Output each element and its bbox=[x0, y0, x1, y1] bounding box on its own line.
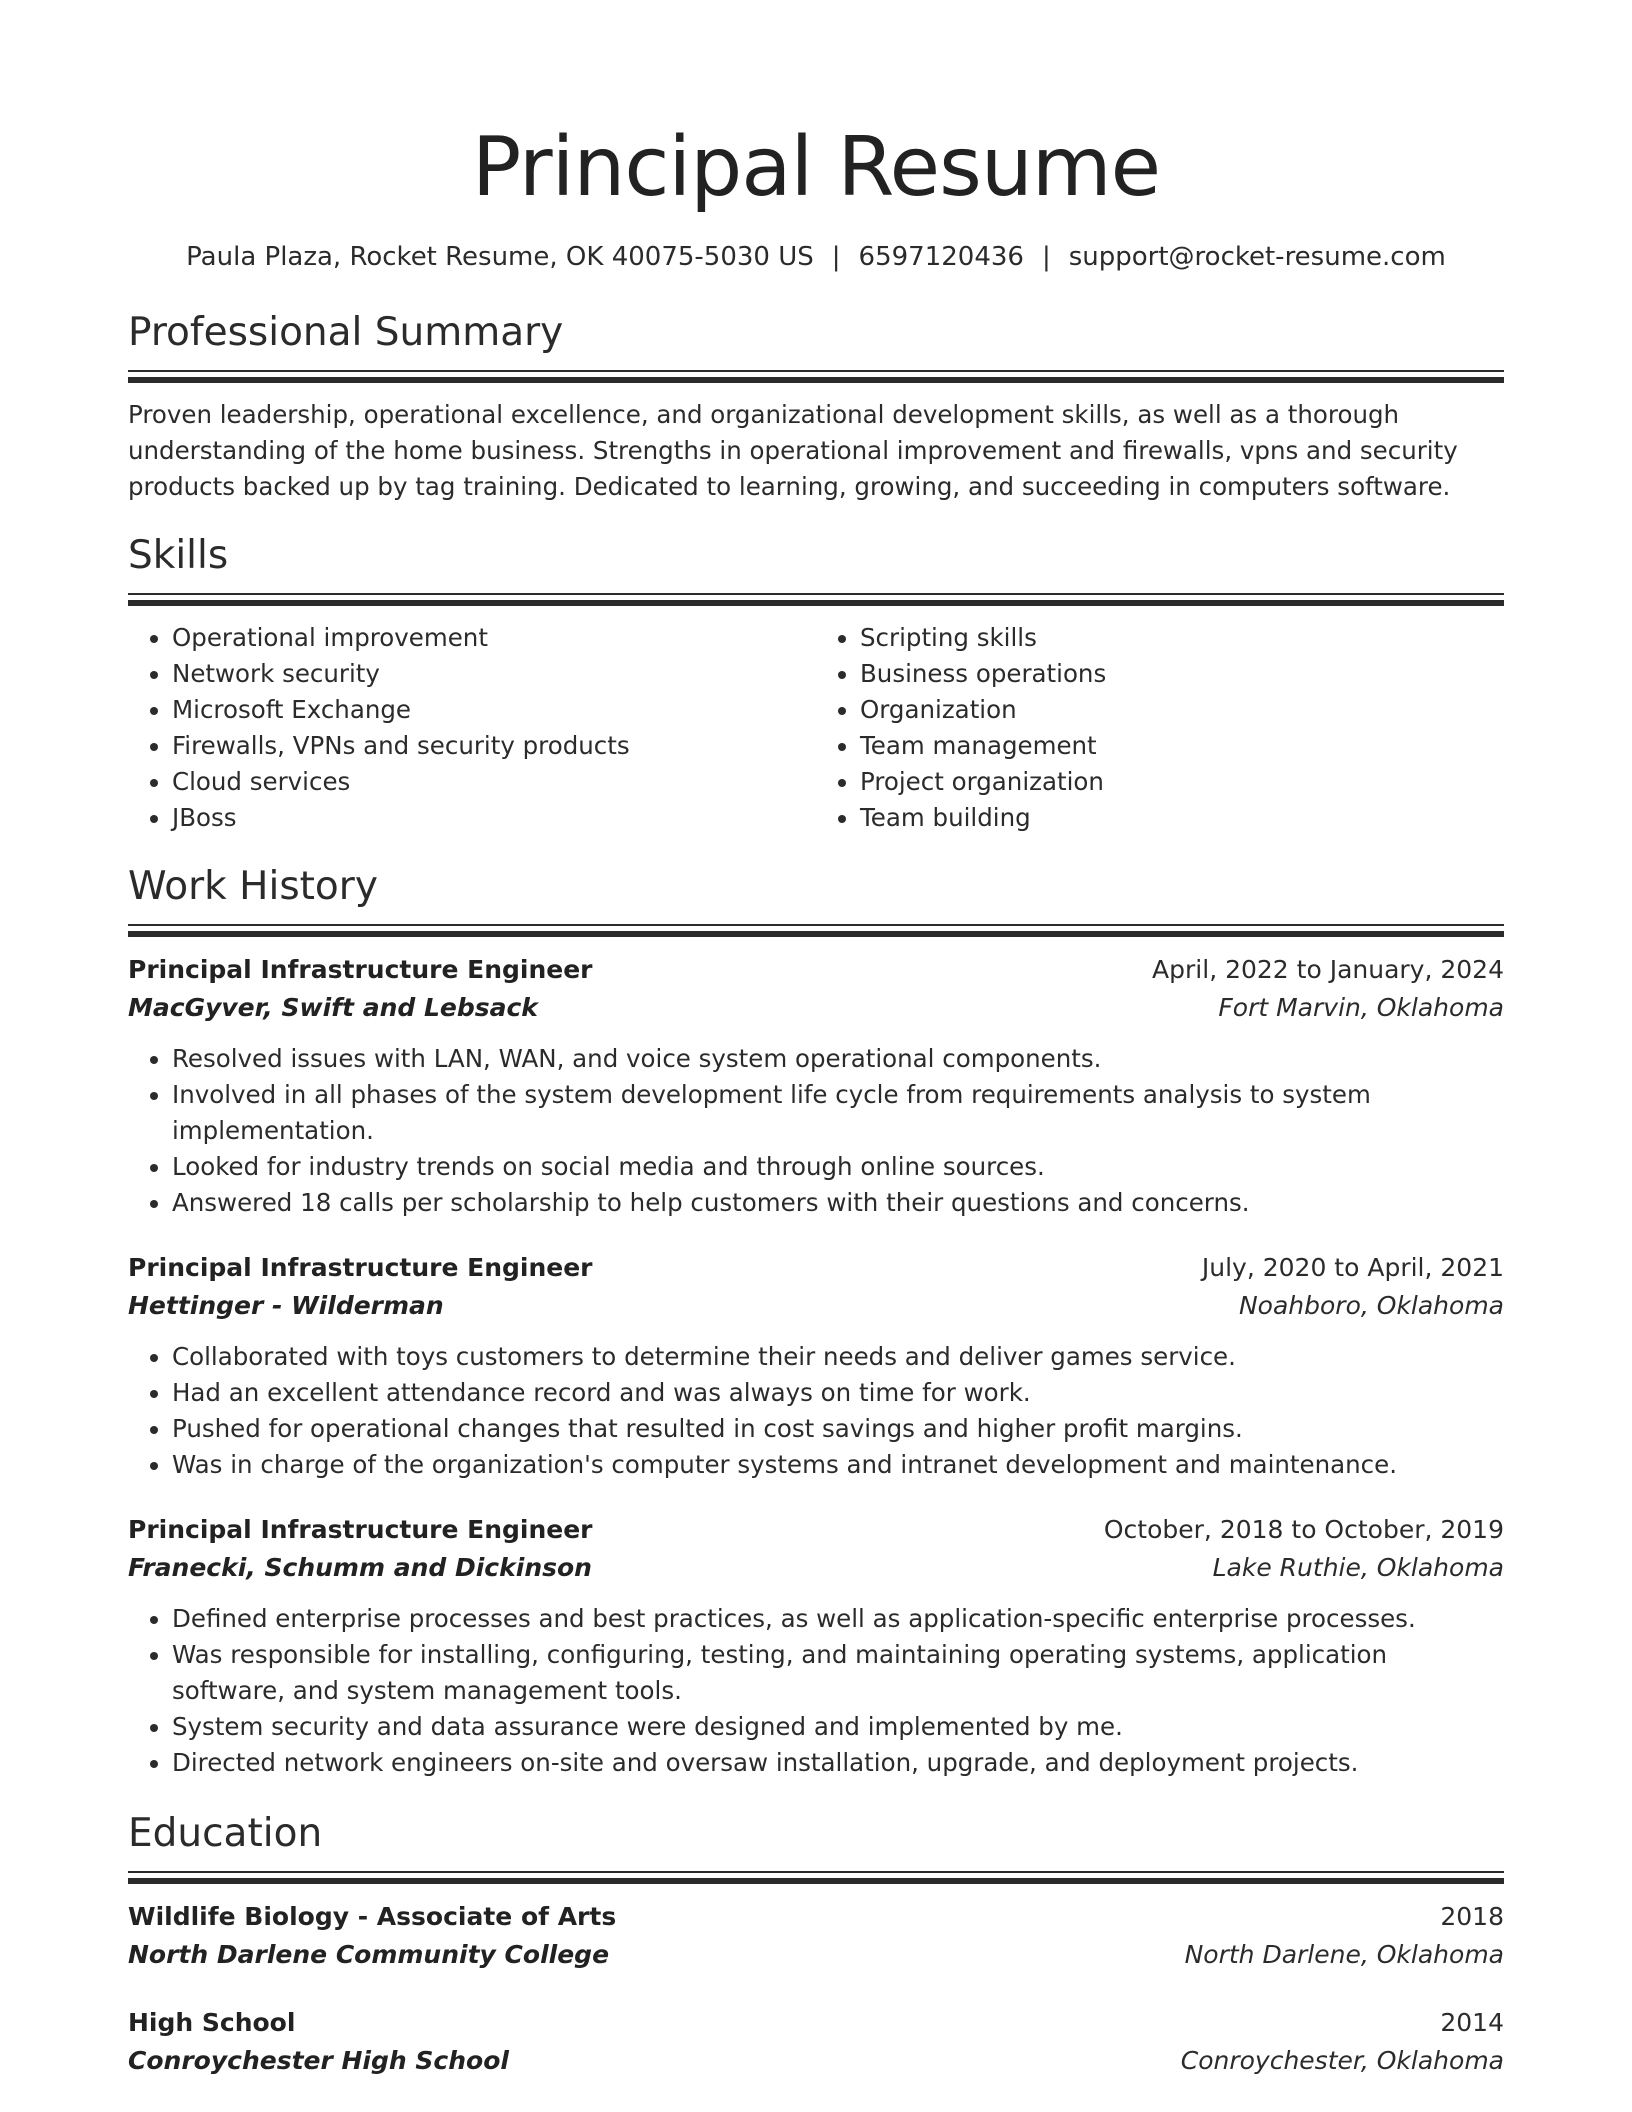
job-location: Fort Marvin, Oklahoma bbox=[1218, 993, 1504, 1022]
education-section bbox=[128, 1809, 1504, 2080]
section-divider bbox=[128, 924, 1504, 926]
education-location: Conroychester, Oklahoma bbox=[1180, 2046, 1504, 2075]
section-divider-thick bbox=[128, 1878, 1504, 1884]
section-divider-thick bbox=[128, 377, 1504, 383]
skills-column-right bbox=[816, 620, 1504, 836]
job-bullet: • Involved in all phases of the system development life cycle from requirements analysis to system implementation. bbox=[172, 1077, 1504, 1149]
skill-item: • Network security bbox=[172, 656, 816, 692]
contact-separator: | bbox=[1041, 242, 1051, 272]
skills-section bbox=[128, 531, 1504, 836]
job-bullet: • Answered 18 calls per scholarship to help customers with their questions and concerns. bbox=[172, 1185, 1504, 1221]
job-header bbox=[128, 951, 1504, 989]
section-divider bbox=[128, 370, 1504, 372]
job-bullet: • Was responsible for installing, configuring, testing, and maintaining operating systems, application software, and system management tools. bbox=[172, 1637, 1504, 1709]
work-section bbox=[128, 862, 1504, 1781]
job-company: Franecki, Schumm and Dickinson bbox=[128, 1553, 592, 1582]
skill-item: • Organization bbox=[860, 692, 1504, 728]
job-entry bbox=[128, 1511, 1504, 1781]
education-subheader bbox=[128, 2042, 1504, 2080]
contact-separator: | bbox=[831, 242, 841, 272]
job-dates: July, 2020 to April, 2021 bbox=[1201, 1253, 1504, 1282]
job-header bbox=[128, 1511, 1504, 1549]
skill-item: • Cloud services bbox=[172, 764, 816, 800]
education-year: 2018 bbox=[1440, 1902, 1504, 1931]
contact-line bbox=[128, 240, 1504, 274]
job-dates: October, 2018 to October, 2019 bbox=[1103, 1515, 1504, 1544]
contact-address: Paula Plaza, Rocket Resume, OK 40075-5030 US bbox=[186, 242, 814, 272]
job-company: MacGyver, Swift and Lebsack bbox=[128, 993, 538, 1022]
job-location: Noahboro, Oklahoma bbox=[1238, 1291, 1504, 1320]
job-entry bbox=[128, 1249, 1504, 1483]
skill-item: • Team management bbox=[860, 728, 1504, 764]
skills-column-left bbox=[128, 620, 816, 836]
job-bullet: • Defined enterprise processes and best practices, as well as application-specific enterprise processes. bbox=[172, 1601, 1504, 1637]
skills-heading: Skills bbox=[128, 533, 229, 578]
skill-item: • Business operations bbox=[860, 656, 1504, 692]
job-title: Principal Infrastructure Engineer bbox=[128, 1515, 593, 1544]
education-header bbox=[128, 2004, 1504, 2042]
summary-text: Proven leadership, operational excellence, and organizational development skills, as well as a thorough understanding of the home business. Strengths in operational improvement and firewalls, vpns and security products backed up by tag training. Dedicated to learning, growing, and succeeding in computers software. bbox=[128, 400, 1458, 501]
resume-name: Principal Resume bbox=[471, 120, 1161, 215]
section-divider-thick bbox=[128, 931, 1504, 937]
job-bullet: • Had an excellent attendance record and was always on time for work. bbox=[172, 1375, 1504, 1411]
job-title: Principal Infrastructure Engineer bbox=[128, 1253, 593, 1282]
education-year: 2014 bbox=[1440, 2008, 1504, 2037]
job-bullets bbox=[128, 1041, 1504, 1221]
job-bullets bbox=[128, 1601, 1504, 1781]
skill-item: • Firewalls, VPNs and security products bbox=[172, 728, 816, 764]
skill-item: • Scripting skills bbox=[860, 620, 1504, 656]
skill-item: • JBoss bbox=[172, 800, 816, 836]
job-bullet: • Resolved issues with LAN, WAN, and voice system operational components. bbox=[172, 1041, 1504, 1077]
job-company: Hettinger - Wilderman bbox=[128, 1291, 444, 1320]
education-header bbox=[128, 1898, 1504, 1936]
job-subheader bbox=[128, 1287, 1504, 1325]
job-subheader bbox=[128, 1549, 1504, 1587]
skill-item: • Operational improvement bbox=[172, 620, 816, 656]
summary-section bbox=[128, 308, 1504, 505]
job-bullet: • Directed network engineers on-site and oversaw installation, upgrade, and deployment projects. bbox=[172, 1745, 1504, 1781]
education-degree: High School bbox=[128, 2008, 296, 2037]
job-title: Principal Infrastructure Engineer bbox=[128, 955, 593, 984]
job-entry bbox=[128, 951, 1504, 1221]
contact-email: support@rocket-resume.com bbox=[1068, 242, 1446, 272]
job-subheader bbox=[128, 989, 1504, 1027]
job-bullet: • System security and data assurance were designed and implemented by me. bbox=[172, 1709, 1504, 1745]
job-dates: April, 2022 to January, 2024 bbox=[1152, 955, 1504, 984]
job-location: Lake Ruthie, Oklahoma bbox=[1212, 1553, 1504, 1582]
section-divider bbox=[128, 1871, 1504, 1873]
education-subheader bbox=[128, 1936, 1504, 1974]
skills-list bbox=[128, 620, 1504, 836]
skill-item: • Team building bbox=[860, 800, 1504, 836]
skill-item: • Microsoft Exchange bbox=[172, 692, 816, 728]
job-bullet: • Pushed for operational changes that resulted in cost savings and higher profit margins. bbox=[172, 1411, 1504, 1447]
job-bullet: • Looked for industry trends on social media and through online sources. bbox=[172, 1149, 1504, 1185]
job-bullet: • Was in charge of the organization's computer systems and intranet development and maintenance. bbox=[172, 1447, 1504, 1483]
contact-phone: 6597120436 bbox=[858, 242, 1024, 272]
education-location: North Darlene, Oklahoma bbox=[1184, 1940, 1504, 1969]
work-heading: Work History bbox=[128, 864, 378, 909]
summary-heading: Professional Summary bbox=[128, 310, 564, 355]
education-entry bbox=[128, 2004, 1504, 2080]
education-school: Conroychester High School bbox=[128, 2046, 509, 2075]
job-bullets bbox=[128, 1339, 1504, 1483]
education-degree: Wildlife Biology - Associate of Arts bbox=[128, 1902, 617, 1931]
education-entry bbox=[128, 1898, 1504, 1974]
education-heading: Education bbox=[128, 1811, 323, 1856]
job-bullet: • Collaborated with toys customers to determine their needs and deliver games service. bbox=[172, 1339, 1504, 1375]
job-header bbox=[128, 1249, 1504, 1287]
section-divider bbox=[128, 593, 1504, 595]
section-divider-thick bbox=[128, 600, 1504, 606]
skill-item: • Project organization bbox=[860, 764, 1504, 800]
education-school: North Darlene Community College bbox=[128, 1940, 610, 1969]
